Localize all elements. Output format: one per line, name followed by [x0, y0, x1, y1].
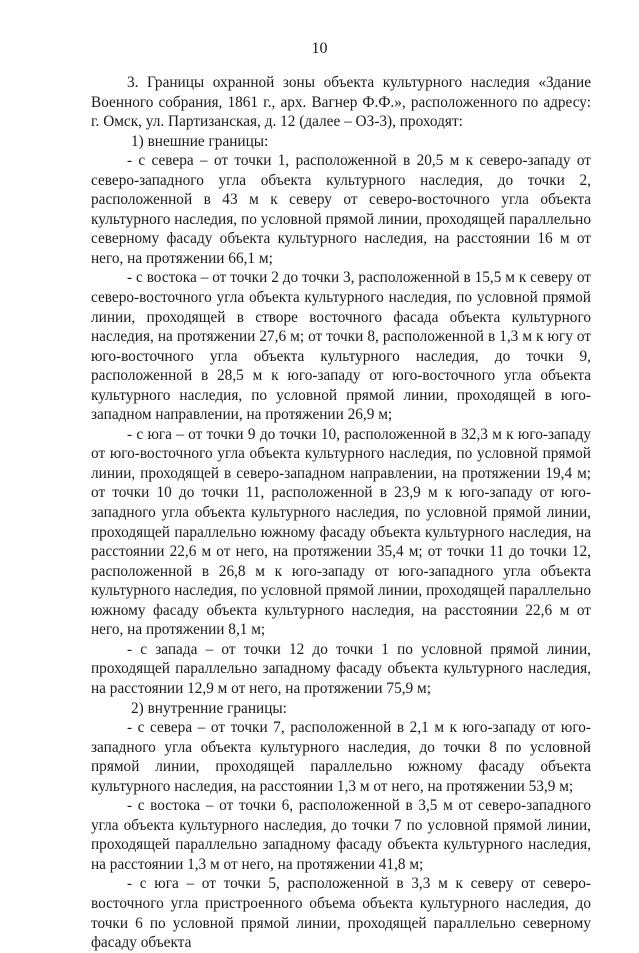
inner-south-paragraph: - с юга – от точки 5, расположенной в 3,3 м к северу от северо-восточного угла пристроенного объема объекта культурного наследия, до точки 6 по условной прямой линии, проходящей параллельно северному фасаду объекта [91, 875, 591, 952]
inner-borders-heading: 2) внутренние границы: [131, 699, 287, 717]
inner-east-paragraph: - с востока – от точки 6, расположенной в 3,5 м от северо-западного угла объекта культурного наследия, до точки 7 по условной прямой линии, проходящей параллельно западному фасаду объекта культурного наследия, на расстоянии 1,3 м от него, на протяжении 41,8 м; [91, 797, 591, 873]
outer-borders-heading: 1) внешние границы: [131, 132, 269, 150]
page-number: 10 [311, 40, 328, 57]
outer-north-paragraph: - с севера – от точки 1, расположенной в 20,5 м к северо-западу от северо-западного угла объекта культурного наследия, до точки 2, расположенной в 43 м к северу от северо-восточного угла объекта культурного наследия, по условной прямой линии, проходящей параллельно северному фасаду объекта культурного наследия, на расстоянии 16 м от него, на протяжении 66,1 м; [91, 152, 591, 267]
section-intro-paragraph: 3. Границы охранной зоны объекта культурного наследия «Здание Военного собрания, 1861 г., арх. Вагнер Ф.Ф.», расположенного по адресу: г. Омск, ул. Партизанская, д. 12 (далее – ОЗ-3), проходят: [91, 74, 591, 131]
outer-south-paragraph: - с юга – от точки 9 до точки 10, расположенной в 32,3 м к юго-западу от юго-восточного угла объекта культурного наследия, по условной прямой линии, проходящей в северо-западном направлении, на протяжении 19,4 м; от точки 10 до точки 11, расположенной в 23,9 м к юго-западу от юго-западного угла объекта культурного наследия, по условной прямой линии, проходящей параллельно южному фасаду объекта культурного наследия, на расстоянии 22,6 м от него, на протяжении 35,4 м; от точки 11 до точки 12, расположенной в 26,8 м к юго-западу от юго-западного угла объекта культурного наследия, по условной прямой линии, проходящей параллельно южному фасаду объекта культурного наследия, на расстоянии 22,6 м от него, на протяжении 8,1 м; [91, 425, 591, 639]
outer-east-paragraph: - с востока – от точки 2 до точки 3, расположенной в 15,5 м к северу от северо-восточного угла объекта культурного наследия, по условной прямой линии, проходящей в створе восточного фасада объекта культурного наследия, на протяжении 27,6 м; от точки 8, расположенной в 1,3 м к югу от юго-восточного угла объекта культурного наследия, до точки 9, расположенной в 28,5 м к юго-западу от юго-восточного угла объекта культурного наследия, по условной прямой линии, проходящей в юго-западном направлении, на протяжении 26,9 м; [91, 269, 591, 424]
document-body [91, 73, 591, 953]
outer-west-paragraph: - с запада – от точки 12 до точки 1 по условной прямой линии, проходящей параллельно западному фасаду объекта культурного наследия, на расстоянии 12,9 м от него, на протяжении 75,9 м; [91, 640, 591, 697]
inner-north-paragraph: - с севера – от точки 7, расположенной в 2,1 м к юго-западу от юго-западного угла объекта культурного наследия, до точки 8 по условной прямой линии, проходящей параллельно южному фасаду объекта культурного наследия, на расстоянии 1,3 м от него, на протяжении 53,9 м; [91, 719, 591, 795]
